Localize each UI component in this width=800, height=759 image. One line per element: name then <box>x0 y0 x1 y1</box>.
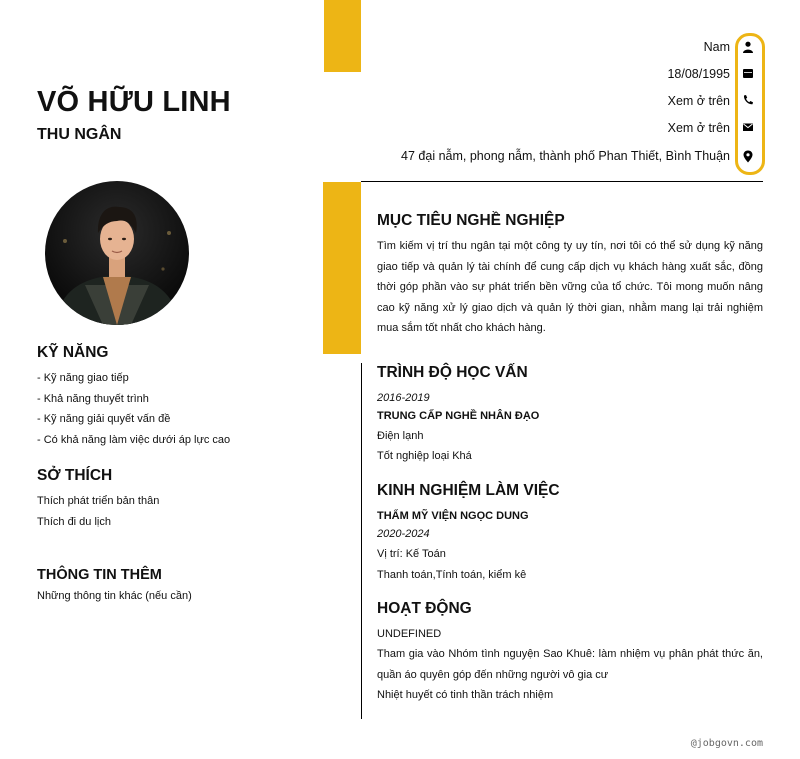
location-pin-icon <box>741 149 755 163</box>
candidate-name: VÕ HỮU LINH <box>37 86 231 118</box>
mail-icon <box>741 120 755 134</box>
job-title: THU NGÂN <box>37 126 122 143</box>
education-title: TRÌNH ĐỘ HỌC VẤN <box>377 364 528 381</box>
skills-title: KỸ NĂNG <box>37 344 109 361</box>
top-accent-bar <box>324 0 361 72</box>
education-period: 2016-2019 <box>377 392 430 404</box>
contact-phone: Xem ở trên <box>667 94 730 108</box>
experience-position: Vị trí: Kế Toán <box>377 548 446 560</box>
contact-email: Xem ở trên <box>667 121 730 135</box>
activities-text: Tham gia vào Nhóm tình nguyện Sao Khuê: làm nhiệm vụ phân phát thức ăn, quần áo quyên góp đến những người vô gia cư <box>377 648 763 681</box>
activities-trait: Nhiệt huyết có tinh thần trách nhiệm <box>377 689 554 701</box>
education-school: TRUNG CẤP NGHỀ NHÂN ĐẠO <box>377 410 540 422</box>
experience-title: KINH NGHIỆM LÀM VIỆC <box>377 482 560 499</box>
extra-info-title: THÔNG TIN THÊM <box>37 567 162 583</box>
avatar <box>45 181 189 325</box>
skill-item: - Có khả năng làm việc dưới áp lực cao <box>37 434 231 446</box>
mid-accent-bar <box>323 182 361 354</box>
activities-title: HOẠT ĐỘNG <box>377 600 472 617</box>
skill-item: - Khả năng thuyết trình <box>37 393 149 405</box>
experience-duties: Thanh toán,Tính toán, kiểm kê <box>377 569 527 581</box>
person-icon <box>741 40 755 54</box>
hobby-item: Thích phát triển bản thân <box>37 495 160 507</box>
objective-title: MỤC TIÊU NGHỀ NGHIỆP <box>377 212 565 229</box>
contact-birthdate: 18/08/1995 <box>667 67 730 81</box>
contact-address: 47 đại nẫm, phong nẫm, thành phố Phan Thiết, Bình Thuận <box>401 149 730 163</box>
education-result: Tốt nghiệp loại Khá <box>377 450 472 462</box>
contact-gender: Nam <box>703 40 730 54</box>
calendar-icon <box>741 66 755 80</box>
experience-company: THẨM MỸ VIỆN NGỌC DUNG <box>377 510 529 522</box>
extra-info-text: Những thông tin khác (nếu cần) <box>37 590 192 602</box>
experience-period: 2020-2024 <box>377 528 430 540</box>
hobbies-title: SỞ THÍCH <box>37 467 113 484</box>
phone-icon <box>741 93 755 107</box>
education-major: Điện lạnh <box>377 430 424 442</box>
right-column-divider <box>361 363 362 719</box>
objective-text: Tìm kiếm vị trí thu ngân tại một công ty uy tín, nơi tôi có thể sử dụng kỹ năng giao tiếp và quản lý tài chính để cung cấp dịch vụ khách hàng xuất sắc, đồng thời góp phần vào sự phát triển bền vững của tổ chức. Tôi mong muốn nâng cao kỹ năng xử lý giao dịch và quản lý thời gian, nhằm mang lại trải nghiệm mua sắm tốt nhất cho khách hàng. <box>377 240 763 335</box>
watermark: @jobgovn.com <box>690 738 763 749</box>
skill-item: - Kỹ năng giải quyết vấn đề <box>37 413 171 425</box>
activities-org: UNDEFINED <box>377 628 442 640</box>
skill-item: - Kỹ năng giao tiếp <box>37 372 129 384</box>
avatar-photo <box>45 181 189 325</box>
hobby-item: Thích đi du lịch <box>37 516 111 528</box>
header-divider <box>361 181 763 182</box>
